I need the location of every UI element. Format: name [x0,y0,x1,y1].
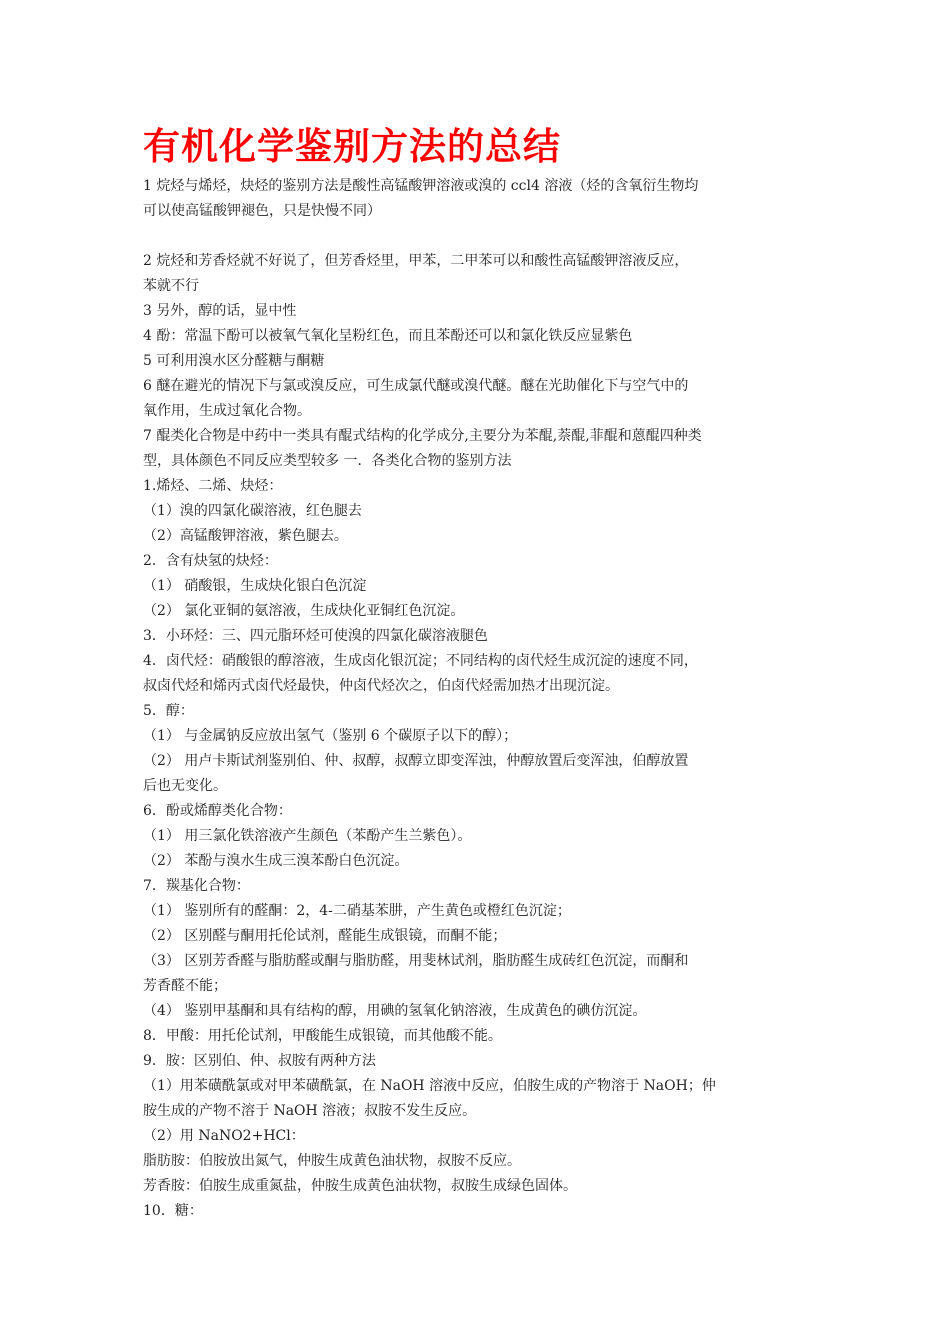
text-line: 9．胺：区别伯、仲、叔胺有两种方法 [143,1053,376,1069]
document-title: 有机化学鉴别方法的总结 [143,125,561,168]
text-line: 胺生成的产物不溶于 NaOH 溶液；叔胺不发生反应。 [143,1103,477,1119]
text-line: （2）高锰酸钾溶液，紫色腿去。 [143,528,348,544]
text-line: （4） 鉴别甲基酮和具有结构的醇，用碘的氢氧化钠溶液，生成黄色的碘仿沉淀。 [143,1003,647,1019]
text-line: 4．卤代烃：硝酸银的醇溶液，生成卤化银沉淀；不同结构的卤代烃生成沉淀的速度不同， [143,653,698,669]
text-line: 10．糖： [143,1203,203,1219]
text-line: 2．含有炔氢的炔烃： [143,553,278,569]
text-line: 7 醌类化合物是中药中一类具有醌式结构的化学成分,主要分为苯醌,萘醌,菲醌和蒽醌四种类 [143,428,702,444]
text-line: 后也无变化。 [143,778,227,794]
text-line: （2） 区别醛与酮用托伦试剂，醛能生成银镜，而酮不能； [143,928,507,944]
text-line: 可以使高锰酸钾褪色，只是快慢不同） [143,203,381,219]
text-line: 脂肪胺：伯胺放出氮气，仲胺生成黄色油状物，叔胺不反应。 [143,1153,521,1169]
text-line: （1） 硝酸银，生成炔化银白色沉淀 [143,578,367,594]
text-line: 型，具体颜色不同反应类型较多 一．各类化合物的鉴别方法 [143,453,512,469]
text-line: （1）溴的四氯化碳溶液，红色腿去 [143,503,362,519]
text-line: 6．酚或烯醇类化合物： [143,803,292,819]
text-line: （1） 鉴别所有的醛酮：2，4-二硝基苯肼，产生黄色或橙红色沉淀； [143,903,571,919]
text-line: 6 醚在避光的情况下与氯或溴反应，可生成氯代醚或溴代醚。醚在光助催化下与空气中的 [143,378,689,394]
text-line: （1） 与金属钠反应放出氢气（鉴别 6 个碳原子以下的醇）； [143,728,518,744]
text-line: 7．羰基化合物： [143,878,250,894]
text-line: （2） 用卢卡斯试剂鉴别伯、仲、叔醇，叔醇立即变浑浊，仲醇放置后变浑浊，伯醇放置 [143,753,689,769]
text-line: 5 可利用溴水区分醛糖与酮糖 [143,353,325,369]
text-line: 3 另外，醇的话，显中性 [143,303,297,319]
text-line: （3） 区别芳香醛与脂肪醛或酮与脂肪醛，用斐林试剂，脂肪醛生成砖红色沉淀，而酮和 [143,953,689,969]
text-line: 氧作用，生成过氧化合物。 [143,403,311,419]
text-line: 8．甲酸：用托伦试剂，甲酸能生成银镜，而其他酸不能。 [143,1028,502,1044]
text-line: 4 酚：常温下酚可以被氧气氧化呈粉红色，而且苯酚还可以和氯化铁反应显紫色 [143,328,633,344]
text-line: 苯就不行 [143,278,199,294]
blank-line [143,224,815,249]
text-line: （2） 苯酚与溴水生成三溴苯酚白色沉淀。 [143,853,409,869]
text-line: 叔卤代烃和烯丙式卤代烃最快，仲卤代烃次之，伯卤代烃需加热才出现沉淀。 [143,678,619,694]
document-body [143,174,815,1224]
text-line: 5．醇： [143,703,194,719]
text-line: （2）用 NaNO2+HCl： [143,1128,305,1144]
text-line: （1）用苯磺酰氯或对甲苯磺酰氯，在 NaOH 溶液中反应，伯胺生成的产物溶于 NaOH；仲 [143,1078,716,1094]
text-line: 芳香醛不能； [143,978,227,994]
text-line: 芳香胺：伯胺生成重氮盐，仲胺生成黄色油状物，叔胺生成绿色固体。 [143,1178,577,1194]
text-line: 1 烷烃与烯烃，炔烃的鉴别方法是酸性高锰酸钾溶液或溴的 ccl4 溶液（烃的含氧衍生物均 [143,178,699,194]
text-line: 1.烯烃、二烯、炔烃： [143,478,283,494]
text-line: 3．小环烃：三、四元脂环烃可使溴的四氯化碳溶液腿色 [143,628,488,644]
text-line: 2 烷烃和芳香烃就不好说了，但芳香烃里，甲苯，二甲苯可以和酸性高锰酸钾溶液反应， [143,253,689,269]
text-line: （1） 用三氯化铁溶液产生颜色（苯酚产生兰紫色）。 [143,828,472,844]
text-line: （2） 氯化亚铜的氨溶液，生成炔化亚铜红色沉淀。 [143,603,465,619]
